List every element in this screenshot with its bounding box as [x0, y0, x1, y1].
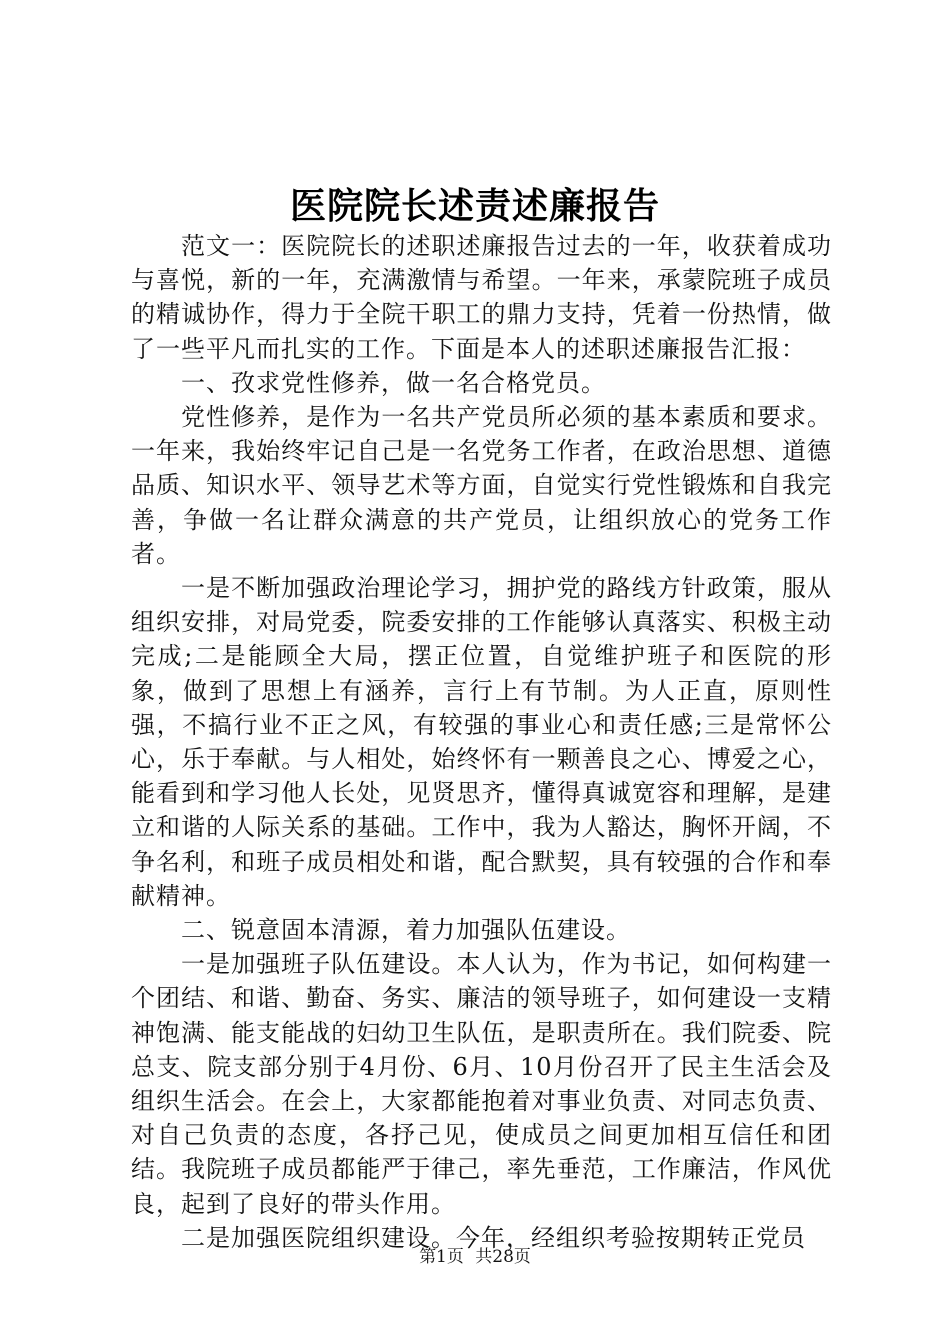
- page-footer: [0, 1242, 950, 1267]
- page-total: 共28页: [475, 1247, 531, 1267]
- paragraph: 范文一：医院院长的述职述廉报告过去的一年，收获着成功与喜悦，新的一年，充满激情与希望。一年来，承蒙院班子成员的精诚协作，得力于全院干职工的鼎力支持，凭着一份热情，做了一些平凡而扎实的工作。下面是本人的述职述廉报告汇报：: [131, 232, 832, 363]
- section-heading: 二、锐意固本清源，着力加强队伍建设。: [181, 916, 631, 945]
- paragraph: 党性修养，是作为一名共产党员所必须的基本素质和要求。一年来，我始终牢记自己是一名党务工作者，在政治思想、道德品质、知识水平、领导艺术等方面，自觉实行党性锻炼和自我完善，争做一名让群众满意的共产党员，让组织放心的党务工作者。: [131, 403, 832, 568]
- document-title: 医院院长述责述廉报告: [289, 185, 660, 227]
- paragraph: 一是不断加强政治理论学习，拥护党的路线方针政策，服从组织安排，对局党委，院委安排的工作能够认真落实、积极主动完成;二是能顾全大局，摆正位置，自觉维护班子和医院的形象，做到了思想上有涵养，言行上有节制。为人正直，原则性强，不搞行业不正之风，有较强的事业心和责任感;三是常怀公心，乐于奉献。与人相处，始终怀有一颗善良之心、博爱之心，能看到和学习他人长处，见贤思齐，懂得真诚宽容和理解，是建立和谐的人际关系的基础。工作中，我为人豁达，胸怀开阔，不争名利，和班子成员相处和谐，配合默契，具有较强的合作和奉献精神。: [131, 574, 832, 910]
- section-heading: 一、孜求党性修养，做一名合格党员。: [181, 368, 606, 397]
- paragraph: 二是加强医院组织建设。今年，经组织考验按期转正党员: [181, 1223, 806, 1252]
- paragraph: 一是加强班子队伍建设。本人认为，作为书记，如何构建一个团结、和谐、勤奋、务实、廉洁的领导班子，如何建设一支精神饱满、能支能战的妇幼卫生队伍，是职责所在。我们院委、院总支、院支部分别于4月份、6月、10月份召开了民主生活会及组织生活会。在会上，大家都能抱着对事业负责、对同志负责、对自己负责的态度，各抒己见，使成员之间更加相互信任和团结。我院班子成员都能严于律己，率先垂范，工作廉洁，作风优良，起到了良好的带头作用。: [131, 950, 832, 1218]
- page-number: 第1页: [419, 1247, 464, 1267]
- document-body: [131, 229, 832, 1255]
